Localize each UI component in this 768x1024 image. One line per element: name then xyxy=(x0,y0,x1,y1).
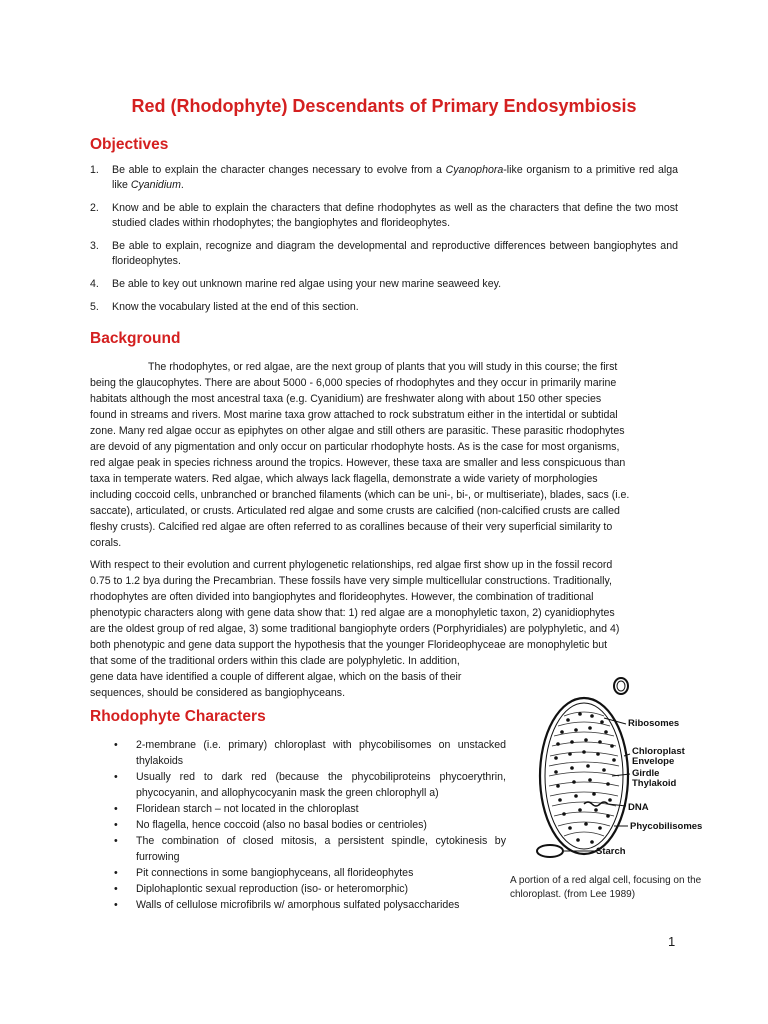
objectives-heading: Objectives xyxy=(90,136,169,153)
label-starch: Starch xyxy=(596,846,626,857)
objective-item: 4. Be able to key out unknown marine red algae using your new marine seaweed key. xyxy=(90,278,502,290)
label-dna: DNA xyxy=(628,802,649,813)
objectives-list xyxy=(90,163,678,323)
page-number: 1 xyxy=(668,934,676,949)
list-item: • Diplohaplontic sexual reproduction (iso- or heteromorphic) xyxy=(114,883,409,895)
objective-item: 2. Know and be able to explain the characters that define rhodophytes as well as the characters that define the two most studied clades within rhodophytes; the bangiophytes and florideophytes. xyxy=(90,202,678,229)
objective-item: 1. Be able to explain the character changes necessary to evolve from a Cyanophora-like organism to a primitive red alga like Cyanidium. xyxy=(90,164,678,191)
characters-list xyxy=(114,737,506,913)
document-title: Red (Rhodophyte) Descendants of Primary Endosymbiosis xyxy=(131,96,637,116)
vesicle-top xyxy=(614,678,628,694)
list-item: • No flagella, hence coccoid (also no basal bodies or centrioles) xyxy=(114,819,427,831)
list-item: • 2-membrane (i.e. primary) chloroplast with phycobilisomes on unstacked thylakoids xyxy=(114,739,506,767)
label-girdle: Girdle xyxy=(632,768,660,779)
starch-grain xyxy=(537,845,563,857)
label-chloroplast: Chloroplast xyxy=(632,746,685,757)
label-ribosomes: Ribosomes xyxy=(628,718,680,729)
list-item: • Usually red to dark red (because the phycobiliproteins phycoerythrin, phycocyanin, and allophycocyanin mask the green chlorophyll a) xyxy=(114,771,506,799)
background-paragraph-1: The rhodophytes, or red algae, are the next group of plants that you will study in this course; the first being the glaucophytes. There are about 5000 - 6,000 species of rhodophytes and they occur in primarily marine habitats although the most ancestral taxa (e.g. Cyanidium) are freshwater along with about 150 other species found in streams and rivers. Most marine taxa grow attached to rock substratum either in the intertidal or subtidal zone. Many red algae occur as epiphytes on other algae and still others are parasitic. These parasitic rhodophytes are devoid of any pigmentation and only occur on particular rhodophyte hosts. As is the case for most organisms, red algae peak in species richness around the tropics. However, these taxa are smaller and less conspicuous than taxa in temperate waters. Red algae, which always lack flagella, demonstrate a wide variety of morphologies including coccoid cells, unbranched or branched filaments (which can be uni-, bi-, or multiseriate), blades, sacs (i.e. saccate), articulated, or crusts. Articulated red algae and some crusts are calcified (non-calcified crusts are called fleshy crusts). Calcified red algae are often referred to as corallines because of their very superficial similarity to corals. xyxy=(90,361,630,549)
list-item: • Walls of cellulose microfibrils w/ amorphous sulfated polysaccharides xyxy=(114,899,460,911)
figure-caption: A portion of a red algal cell, focusing on the chloroplast. (from Lee 1989) xyxy=(510,875,702,900)
characters-heading: Rhodophyte Characters xyxy=(90,708,266,725)
background-paragraph-2: With respect to their evolution and current phylogenetic relationships, red algae first show up in the fossil record 0.75 to 1.2 bya during the Precambrian. These fossils have very simple multicellular constructions. Traditionally, rhodophytes are often divided into bangiophytes and florideophytes. However, the combination of traditional phenotypic characters along with gene data show that: 1) red algae are a monophyletic taxon, 2) cyanidiophytes are the oldest group of red algae, 3) some traditional bangiophyte orders (Porphyridiales) are polyphyletic, and 4) both phenotypic and gene data support the hypothesis that the younger Florideophyceae are monophyletic but that some of the traditional orders within this clade are polyphyletic. In addition, gene data have identified a couple of different algae, which on the basis of their sequences, should be considered as bangiophyceans. xyxy=(90,559,620,699)
background-heading: Background xyxy=(90,330,181,347)
label-envelope: Envelope xyxy=(632,756,675,767)
label-thylakoid: Thylakoid xyxy=(632,778,677,789)
objective-item: 5. Know the vocabulary listed at the end of this section. xyxy=(90,301,359,313)
list-item: • Pit connections in some bangiophyceans, all florideophytes xyxy=(114,867,414,879)
objective-item: 3. Be able to explain, recognize and diagram the developmental and reproductive differences between bangiophytes and florideophytes. xyxy=(90,240,678,267)
list-item: • The combination of closed mitosis, a persistent spindle, cytokinesis by furrowing xyxy=(114,835,506,863)
list-item: • Floridean starch – not located in the chloroplast xyxy=(114,803,359,815)
label-phycobilisomes: Phycobilisomes xyxy=(630,821,703,832)
chloroplast-diagram xyxy=(528,676,726,862)
